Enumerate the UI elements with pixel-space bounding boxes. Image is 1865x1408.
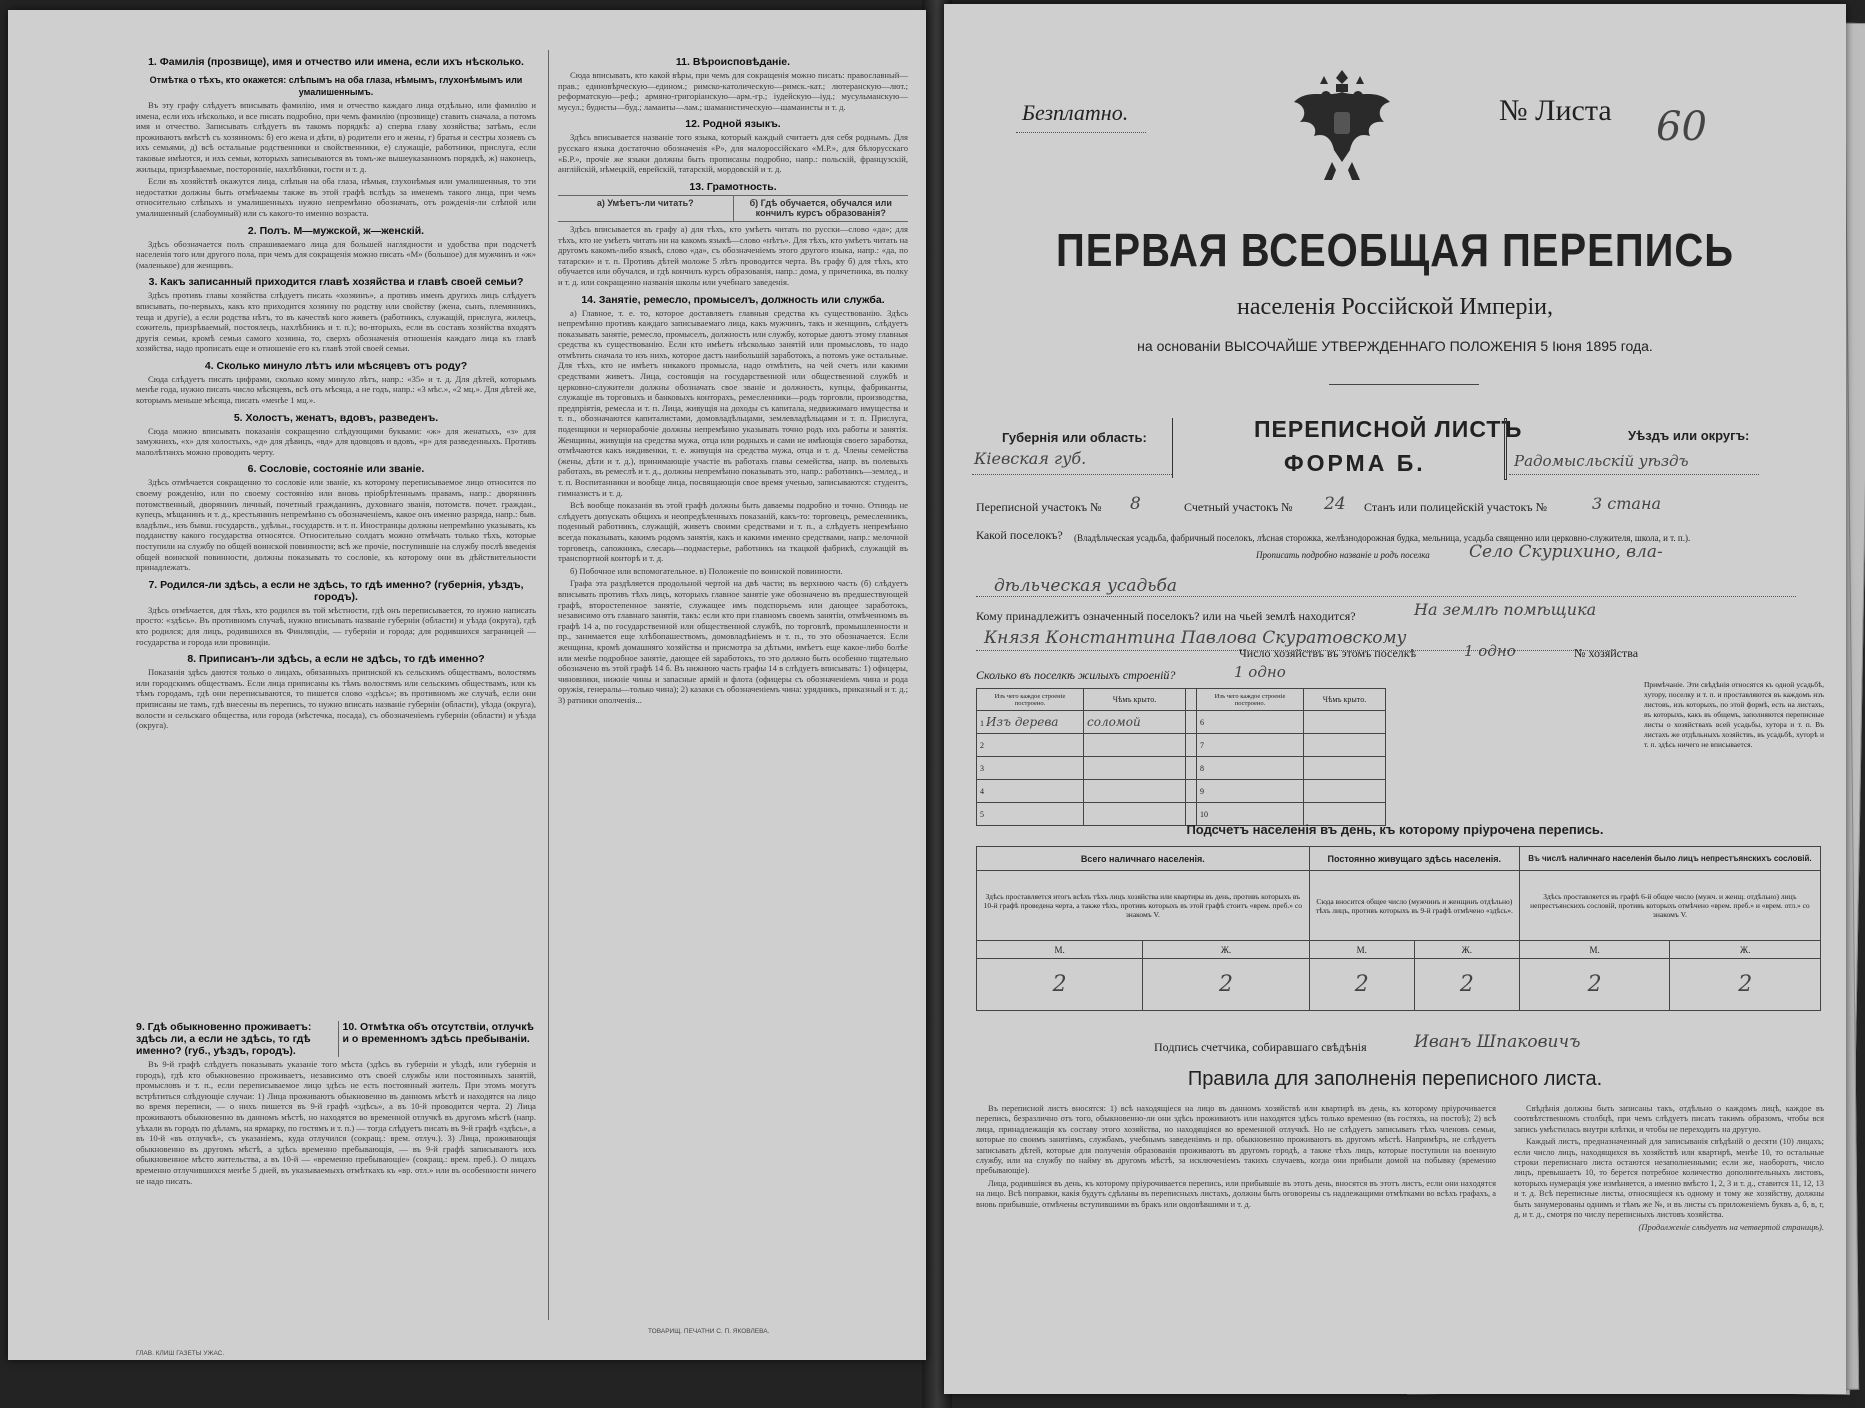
section-subheading: Отмѣтка о тѣхъ, кто окажется: слѣпымъ на оба глаза, нѣмымъ, глухонѣмымъ или умалишеннымъ. <box>149 75 523 97</box>
section-heading: 3. Какъ записанный приходится главѣ хозяйства и главѣ своей семьи? <box>148 276 524 289</box>
section-heading: 6. Сословіе, состояніе или званіе. <box>247 463 425 476</box>
gubernia-box <box>972 418 1173 478</box>
households-label: Число хозяйствъ въ этомъ поселкѣ <box>1239 646 1417 660</box>
buildings-label: Сколько въ поселкѣ жилыхъ строеній? <box>976 668 1176 682</box>
present-female-count: 2 <box>1143 959 1309 1011</box>
literacy-subheading-b: б) Гдѣ обучается, обучался или кончилъ курсъ образованія? <box>733 196 909 221</box>
rules-continued-note: (Продолженіе слѣдуетъ на четвертой страницѣ). <box>1638 1222 1824 1233</box>
left-footer-printer: ТОВАРИЩ. ПЕЧАТНИ С. П. ЯКОВЛЕВА. <box>648 1328 770 1335</box>
gubernia-value: Кіевская губ. <box>974 449 1087 468</box>
population-table: Всего наличнаго населенія. Постоянно живущаго здѣсь населенія. Въ числѣ наличнаго населенія было лицъ непрестъянскихъ сословій. Здѣсь проставляется итогъ всѣхъ тѣхъ лицъ хозяйства или квартиры въ день, противъ которыхъ въ 10-й графѣ проведена черта, а также тѣхъ, противъ которыхъ въ этой графѣ стоитъ «врем. преб.» со знакомъ V. Сюда вносится общее число (мужчинъ и женщинъ отдѣльно) тѣхъ лицъ, противъ которыхъ въ 9-й графѣ отмѣчено «здѣсь». Здѣсь проставляется въ графѣ 6-й общее число (мужч. и женщ. отдѣльно) лицъ непрестъянскихъ сословій, противъ которыхъ отмѣчено «врем. преб.» и «врем. отл.» со знакомъ V. М. Ж. М. Ж. М. Ж. 2 2 2 2 2 2 <box>976 846 1821 1011</box>
uezd-label: Уѣздъ или округъ: <box>1628 428 1750 443</box>
owner-value-2: Князя Константина Павлова Скуратовскому <box>984 628 1407 648</box>
col-roof: Чѣмъ крыто. <box>1304 689 1386 711</box>
section-heading: 5. Холостъ, женатъ, вдовъ, разведенъ. <box>233 411 439 424</box>
buildings-note: Примѣчаніе. Эти свѣдѣнія относятся къ одной усадьбѣ, хутору, поселку и т. п. и проставляются въ каждомъ изъ листовъ, изъ которыхъ, по этой формѣ, есть на листахъ, въ которыхъ, какъ въ общемъ, заполняются переписные листы о хозяйствахъ всей усадьбы, хутора и т. п. Въ листахъ же отдѣльныхъ хозяйствъ, въ усадьбѣ, хуторѣ и т. п. здѣсь ничего не вписывается. <box>1644 680 1824 749</box>
uezd-value: Радомысльскій уѣздъ <box>1514 452 1689 470</box>
section-heading: 13. Грамотность. <box>689 180 777 193</box>
rules-column-1: Въ переписной листъ вносятся: 1) всѣ находящіеся на лицо въ данномъ хозяйствѣ или квартирѣ въ день, къ которому пріурочивается перепись, безразлично отъ того, обыкновенно-ли они здѣсь проживаютъ или находятся здѣсь только временно (въ гостяхъ, на постоѣ); 2) всѣ лица, принадлежащія къ составу этого хозяйства, но находящіяся во временной отлучкѣ. Но не слѣдуетъ записывать тѣхъ членовъ семьи, которые по своимъ занятіямъ, службамъ, учебнымъ заведеніямъ и пр. обыкновенно проживаютъ въ другомъ мѣстѣ. Напримѣръ, не слѣдуетъ записывать дѣтей, которые для полученія образованія проживаютъ въ другомъ городѣ, а также тѣхъ лицъ, которые поступили на военную службу, или на службу по найму въ другомъ мѣстѣ, за исключеніемъ такихъ случаевъ, когда они прибыли домой на побывку (временно пребывающіе). Лица, родившіяся въ день, къ которому пріурочивается перепись, или прибывшіе въ этотъ день, вносятся въ этотъ листъ, если они находятся на лицо. Всѣ поправки, какія будутъ сдѣланы въ переписныхъ листахъ, должны быть оговорены съ надлежащими отмѣтками во всѣхъ графахъ, а вновь прибывшіе, отмѣчены вступившими въ бракъ или овдовѣвшими и т. д. <box>976 1104 1496 1209</box>
permanent-female-count: 2 <box>1414 959 1519 1011</box>
stan-label: Станъ или полицейскій участокъ № <box>1364 500 1548 514</box>
free-label: Безплатно. <box>1022 100 1129 125</box>
section-heading: 8. Приписанъ-ли здѣсь, а если не здѣсь, то гдѣ именно? <box>187 653 485 666</box>
count-label: Счетный участокъ № <box>1184 500 1293 514</box>
col-material: Изъ чего каждое строеніе построено. <box>977 689 1084 711</box>
section-heading: 11. Вѣроисповѣданіе. <box>675 56 791 68</box>
permanent-male-count: 2 <box>1309 959 1414 1011</box>
instructions-column-2: 11. Вѣроисповѣданіе. Сюда вписывать, кто какой вѣры, при чемъ для сокращенія можно писать: православный—прав.; единовѣрческую—едином.; римско-католическую—римск.-кат.; лютеранскую—лют.; реформатскую—реф.; армяно-григоріанскую—арм.-гр.; іудейскую—іуд.; мусульманскую—мусул.; будисты—буд.; ламаиты—лам.; шаманистическую—шаманисты и т. д. 12. Родной языкъ. Здѣсь вписывается названіе того языка, который каждый считаетъ для себя роднымъ. Для русскаго языка достаточно обозначенія «Р», для малороссійскаго «М.Р.», для бѣлорусскаго «Б.Р.», прочіе же языки должны быть прописаны подробно, напр.: польскій, французскій, англійскій, нѣмецкій, еврейскій, татарскій, мордовскій и т. д. 13. Грамотность. а) Умѣетъ-ли читать? б) Гдѣ обучается, обучался или кончилъ курсъ образованія? Здѣсь вписывается въ графу а) для тѣхъ, кто умѣетъ читать по русски—слово «да»; для тѣхъ, кто не умѣетъ читать ни на какомъ языкѣ—слово «нѣтъ». Для тѣхъ, кто умѣетъ читать на другомъ какомъ-либо языкѣ, слово «да», съ обозначеніемъ этого другого языка, напр.: «да, по татарски» и т. п. Противъ дѣтей моложе 5 лѣтъ проводится черта. Въ графу б) для тѣхъ, кто обучается или обучался, и гдѣ кончилъ курсъ образованія, напр.: дома, у причетника, въ полку и т. д. или сокращенно названія школы или учебнаго заведенія. 14. Занятіе, ремесло, промыселъ, должность или служба. а) Главное, т. е. то, которое доставляетъ главныя средства къ существованію. Здѣсь непремѣнно противъ каждаго записываемаго лица, какъ мужчинъ, такъ и женщинъ, слѣдуетъ показывать занятіе, ремесло, промыселъ, должность или службу, которые даютъ этому главныя средства къ существованію. Если кто имѣетъ нѣсколько занятій или промысловъ, то надо отмѣтить сначала то изъ нихъ, которое дастъ наибольшій заработокъ, а потомъ уже остальные. Для тѣхъ, кто не имѣетъ никакого промысла, надо отмѣтить, на чей счетъ или какими средствами живетъ. Лица, состоящія на государственной или общественной службѣ и церковно-служители должны обозначать свое званіе и должность, купцы, фабриканты, служащіе въ торговыхъ и банковыхъ конторахъ, ремесленники—родъ торговли, производства, предпріятія, ремесла и т. п. Лица, живущія на доходы съ капитала, недвижимаго имущества и т. п., обозначаются капиталистами, домовладѣльцами, землевладѣльцами и т. п. Прислуга, поденщики и чернорабочіе должны непремѣнно указывать точно родъ ихъ работы и занятія. Женщины, живущія на средства мужа, отца или родныхъ и сами не имѣющія своего заработка, отмѣчаются какъ иждивенки, т. е. живущія на средства мужа, отца и т. д. Члены семейства (жены, дѣти и т. д.), принимающіе участіе въ работахъ главы семейства, напр. въ полевыхъ работахъ, въ ремеслѣ и т. д., должны непремѣнно показывать это, напр.: работникъ—землед., и т. п. Воспитанники и вообще лица, посвящающія свое время ученью, записываются: студентъ, гимназистъ и т. д. Всѣ вообще показанія въ этой графѣ должны быть даваемы подробно и точно. Отнюдь не слѣдуетъ допускать общихъ и неопредѣленныхъ показаній, какъ-то: торговецъ, ремесленникъ, поденный работникъ, служащій, живетъ своими средствами и т. п., а слѣдуетъ непремѣнно всегда показывать, какимъ родомъ занятія, какъ и какими именно средствами, напр.: мелочной торговецъ, сапожникъ, слесарь—подмастерье, работникъ на ткацкой фабрикѣ, служащій въ транспортной конторѣ и т. д. б) Побочное или вспомогательное. в) Положеніе по воинской повинности. Графа эта раздѣляется продольной чертой на двѣ части; въ верхнюю часть (б) слѣдуетъ вписывать противъ тѣхъ лицъ, которыхъ главное занятіе уже обозначено въ предшествующей графѣ, второстепенное занятіе, служащее имъ подспорьемъ или дающее заработокъ, независимо отъ главнаго занятія, такъ: если кто при главномъ своемъ занятіи, отмѣченномъ въ графѣ 14 а, по государственной или общественной службѣ, по торговлѣ, промышленности и пр., занимается еще хлѣбопашествомъ, домовладѣніемъ и т. п., то это обозначается. Если женщина, кромѣ домашняго хозяйства и присмотра за дѣтьми, имѣетъ еще какое-либо болѣе или менѣе подробное занятіе, дающее ей заработокъ, то это должно быть особенно тщательно обозначено въ этой графѣ 14 б. Въ нижнюю часть графы 14 в слѣдуетъ вписывать: 1) офицеры, чиновники, нижніе чины и запасные армій и флота (офицеры съ обозначеніемъ чина и рода оружія, генералы—только чина); 2) казаки съ обозначеніемъ чина: урядникъ, приказный и т. д.; 3) ратники ополченія... <box>558 56 908 705</box>
section-heading: 14. Занятіе, ремесло, промыселъ, должность или служба. <box>581 293 885 306</box>
census-basis: на основаніи ВЫСОЧАЙШЕ УТВЕРЖДЕННАГО ПОЛОЖЕНІЯ 5 Іюня 1895 года. <box>1137 338 1653 354</box>
non-peasant-female-count: 2 <box>1670 959 1821 1011</box>
imperial-eagle-icon <box>1286 62 1398 187</box>
buildings-table: Изъ чего каждое строеніе построено. Чѣмъ крыто. Изъ чего каждое строеніе построено. Чѣмъ крыто. 1 Изъ дерева соломой 6 2 7 3 8 4 9 5 10 <box>976 688 1386 826</box>
section-heading: 12. Родной языкъ. <box>685 118 781 131</box>
rules-title: Правила для заполненія переписного листа. <box>1187 1068 1603 1090</box>
section-heading: 7. Родился-ли здѣсь, а если не здѣсь, то гдѣ именно? (губернія, уѣздъ, городъ). <box>148 578 524 603</box>
instructions-column-1: 1. Фамилія (прозвище), имя и отчество или имена, если ихъ нѣсколько. Отмѣтка о тѣхъ, кто окажется: слѣпымъ на оба глаза, нѣмымъ, глухонѣмымъ или умалишеннымъ. Въ эту графу слѣдуетъ вписывать фамилію, имя и отчество каждаго лица отдѣльно, или фамилію и имена, если ихъ нѣсколько, и все писать подробно, при чемъ фамилію (прозвище) ставить сначала, а потомъ имя и отчество. Записывать слѣдуетъ въ такомъ порядкѣ: а) сперва главу хозяйства; затѣмъ, если проживаютъ вмѣстѣ съ хозяиномъ: б) его жена и дѣти, в) родители его и жены, г) братья и сестры хозяевъ съ ихъ семьями, д) всѣ остальные родственники и свойственники, е) служащіе, работники, прислуга, если таковые имѣются, и ихъ семьи, которыхъ записываются въ томъ-же вышеуказанномъ порядкѣ, ж) наконецъ, жильцы, призрѣваемые, посторонніе, нахлѣбники, гости и т. д. Если въ хозяйствѣ окажутся лица, слѣпыя на оба глаза, нѣмыя, глухонѣмыя или умалишенныя, то эти недостатки должны быть отмѣчаемы также въ этой графѣ вслѣдъ за именемъ такого лица, при чемъ относительно слѣпыхъ и умалишенныхъ нужно непремѣнно обозначать, отъ рожденія-ли слѣпой или умалишенный (слабоумный) или съ какого-то именно возраста. 2. Полъ. М—мужской, ж—женскій. Здѣсь обозначается полъ спрашиваемаго лица для большей наглядности и удобства при подсчетѣ населенія того или другого пола, при чемъ для сокращенія можно писать «М» (большое) для мужчинъ и «ж» (маленькое) для женщинъ. 3. Какъ записанный приходится главѣ хозяйства и главѣ своей семьи? Здѣсь противъ главы хозяйства слѣдуетъ писать «хозяинъ», а противъ именъ другихъ лицъ слѣдуетъ вписывать, по-первыхъ, какъ кто приходится хозяину по родству или свойству (жена, сынъ, племянникъ, теща и другіе), а если родства нѣтъ, то въ качествѣ кого живетъ (работникъ, служащій, прислуга, жилецъ, сожитель, призрѣваемый, постоялецъ, нахлѣбникъ и т. п.); во-вторыхъ, если въ составъ хозяйства входятъ другія семьи, кромѣ семьи самого хозяина, то, сверхъ обозначенія отношенія каждаго лица къ главѣ хозяйства, надо прописать еще и отношеніе его къ главѣ этой своей семьи. 4. Сколько минуло лѣтъ или мѣсяцевъ отъ роду? Сюда слѣдуетъ писать цифрами, сколько кому минуло лѣтъ, напр.: «35» и т. д. Для дѣтей, которымъ менѣе года, нужно писать число мѣсяцевъ, всѣ отъ мѣсяца, а не годъ, напр.: «3 мѣс.», «2 мц.». Для дѣтей же, которымъ меньше мѣсяца, писать «менѣе 1 мц.». 5. Холостъ, женатъ, вдовъ, разведенъ. Сюда можно вписывать показанія сокращенно слѣдующими буквами: «ж» для женатыхъ, «з» для замужнихъ, «х» для холостыхъ, «д» для дѣвицъ, «вд» для вдовцовъ и вдовъ, «р» для разведенныхъ. Противъ малолѣтнихъ можно проводить черту. 6. Сословіе, состояніе или званіе. Здѣсь отмѣчается сокращенно то сословіе или званіе, къ которому переписываемое лицо относится по своему рожденію, или по своему состоянію или вновь пріобрѣтеннымъ правамъ, напр.: дворянинъ потомственный, дворянинъ личный, почетный гражданинъ, духовнаго званія, потомств. почет. граждан., купецъ, мѣщанинъ и т. д., крестьянинъ непремѣнно съ обозначеніемъ, какое онъ именно разряда, напр.: быв. владѣльч., изъ бывш. государств., удѣльн., государств. и т. п. Иностранцы должны непремѣнно указывать, къ подданству какого государства относятся. Относительно солдатъ можно отмѣчать только тѣхъ, которые поступили на службу по общей воинской повинности; всѣ же прочіе, поступившіе на службу послѣ введенія общей воинской повинности, должны показывать то сословіе, къ которому они въ дѣйствительности принадлежатъ. 7. Родился-ли здѣсь, а если не здѣсь, то гдѣ именно? (губернія, уѣздъ, городъ). Здѣсь отмѣчается, для тѣхъ, кто родился въ той мѣстности, гдѣ онъ переписывается, то нужно написать просто: «здѣсь». Въ противномъ случаѣ, нужно вписывать названіе губерніи (области) и уѣзда (округа), гдѣ кто родился; для лицъ, родившихся въ Финляндіи, — губерніи и города; для родившихся заграницей — государства и города или провинціи. 8. Приписанъ-ли здѣсь, а если не здѣсь, то гдѣ именно? Показанія здѣсь даются только о лицахъ, обязанныхъ припиской къ сельскимъ обществамъ, волостямъ или городскимъ обществамъ. Если лица приписаны къ тѣмъ волостямъ или сельскимъ обществамъ, или къ тѣмъ городамъ, гдѣ они переписываются, то пишется слово «здѣсь»; въ противномъ же случаѣ, если они приписаны не тамъ, гдѣ внесены въ перепись, то нужно вписать названіе губерніи (области), уѣзда (округа), волости и сельскаго общества, или города (мѣстечка, посада), съ обозначеніемъ губерніи (области) и уѣзда (округа). <box>136 56 536 731</box>
present-male-count: 2 <box>977 959 1143 1011</box>
population-count-header: Подсчетъ населенія въ день, къ которому пріурочена перепись. <box>1186 822 1604 837</box>
rules-column-2: Свѣдѣнія должны быть записаны такъ, отдѣльно о каждомъ лицѣ, каждое въ соотвѣтственномъ столбцѣ, при чемъ слѣдуетъ писать такимъ образомъ, чтобы вся запись умѣстилась внутри клѣтки, и чтобы не переходить на другую. Каждый листъ, предназначенный для записыванія свѣдѣній о десяти (10) лицахъ; если число лицъ, находящихся въ хозяйствѣ или квартирѣ, менѣе 10, то остальные строки переписнаго листа остаются незаполненными; если же, наоборотъ, число лицъ, превышаетъ 10, то берется потребное количество дополнительныхъ листовъ, которыхъ нумерація уже измѣняется, а именно вмѣсто 1, 2, 3 и т. д., ставится 11, 12, 13 и т. д. Всѣ переписные листы, относящіеся къ одному и тому же хозяйству, должны быть занумерованы однимъ и тѣмъ же №, и въ листы съ приложеніемъ буквъ а, б, в, г, д, и т. д., смотря по числу переписныхъ листовъ хозяйства. (Продолженіе слѣдуетъ на четвертой страницѣ). <box>1514 1104 1824 1233</box>
settlement-value: Село Скурихино, вла- <box>1469 542 1663 562</box>
col-present-population: Всего наличнаго населенія. <box>977 847 1310 871</box>
column-divider <box>548 50 549 1320</box>
gubernia-label: Губернія или область: <box>1002 430 1147 445</box>
stan-value: 3 стана <box>1592 494 1662 513</box>
census-subtitle: населенія Россійской Имперіи, <box>1237 294 1553 320</box>
left-page <box>8 10 926 1360</box>
right-page <box>944 4 1846 1394</box>
settlement-hint: (Владѣльческая усадьба, фабричный поселокъ, лѣсная сторожка, желѣзнодорожная будка, мельница, усадьба священно или церковно-служителя, школа, и т. п.). <box>1074 533 1691 543</box>
section-heading: 9. Гдѣ обыкновенно проживаетъ: здѣсь ли, а если не здѣсь, то гдѣ именно? (губ., уѣздъ, городъ). <box>136 1021 312 1057</box>
col-permanent-population: Постоянно живущаго здѣсь населенія. <box>1309 847 1519 871</box>
left-footer-imprint: ГЛАВ. КЛИШ ГАЗЕТЫ УЖАС. <box>136 1350 225 1357</box>
non-peasant-male-count: 2 <box>1519 959 1670 1011</box>
col-non-peasant-population: Въ числѣ наличнаго населенія было лицъ непрестъянскихъ сословій. <box>1519 847 1820 871</box>
form-title: ПЕРЕПИСНОЙ ЛИСТЪ <box>1254 416 1523 442</box>
settlement-label: Какой поселокъ? <box>976 528 1063 542</box>
buildings-value: 1 одно <box>1234 663 1286 681</box>
district-value: 8 <box>1130 494 1141 514</box>
form-subtitle: ФОРМА Б. <box>1284 450 1426 476</box>
building-1-material: Изъ дерева <box>986 715 1059 729</box>
signature-value: Иванъ Шпаковичъ <box>1414 1032 1581 1052</box>
census-title: ПЕРВАЯ ВСЕОБЩАЯ ПЕРЕПИСЬ <box>1056 225 1734 277</box>
count-value: 24 <box>1324 494 1346 514</box>
section-heading: 10. Отмѣтка объ отсутствіи, отлучкѣ и о временномъ здѣсь пребываніи. <box>338 1021 537 1057</box>
section-heading: 2. Полъ. М—мужской, ж—женскій. <box>247 224 425 237</box>
district-label: Переписной участокъ № <box>976 500 1102 514</box>
section-heading: 1. Фамилія (прозвище), имя и отчество или имена, если ихъ нѣсколько. <box>148 56 524 68</box>
owner-label: Кому принадлежитъ означенный поселокъ? или на чьей землѣ находится? <box>976 609 1356 623</box>
settlement-hint-2: Прописать подробно названіе и родъ поселка <box>1256 550 1430 560</box>
sheet-number-label: № Листа <box>1499 94 1612 127</box>
sheet-number-value: 60 <box>1656 104 1707 150</box>
col-material: Изъ чего каждое строеніе построено. <box>1197 689 1304 711</box>
household-number-label: № хозяйства <box>1574 646 1639 660</box>
col-roof: Чѣмъ крыто. <box>1084 689 1186 711</box>
signature-label: Подпись счетчика, собиравшаго свѣдѣнія <box>1154 1040 1367 1054</box>
section-heading: 4. Сколько минуло лѣтъ или мѣсяцевъ отъ роду? <box>204 359 468 372</box>
households-value: 1 одно <box>1464 642 1516 660</box>
owner-value: На землѣ помѣщика <box>1414 600 1597 619</box>
building-1-roof: соломой <box>1084 711 1186 734</box>
settlement-value-2: дѣльческая усадьба <box>994 576 1178 596</box>
instructions-column-1-bottom: 9. Гдѣ обыкновенно проживаетъ: здѣсь ли, а если не здѣсь, то гдѣ именно? (губ., уѣздъ, городъ). 10. Отмѣтка объ отсутствіи, отлучкѣ и о временномъ здѣсь пребываніи. Въ 9-й графѣ слѣдуетъ показывать указаніе того мѣста (здѣсь въ губерніи и уѣздѣ, или губернія и городъ), гдѣ кто обыкновенно проживаетъ, независимо отъ своей службы или постоянныхъ занятій, промысловъ и т. п., если переписываемое лицо здѣсь не есть постоянный житель. При этомъ могутъ встрѣтиться слѣдующіе случаи: 1) Лица проживаютъ обыкновенно въ данномъ мѣстѣ и находятся на лицо во время переписи, — о нихъ пишется въ 9-й графѣ «здѣсь», а въ 10-й проводится черта. 2) Лица проживаютъ обыкновенно въ данномъ мѣстѣ, но находятся во временной отлучкѣ въ другомъ мѣстѣ (напр. уѣхали въ городъ по дѣламъ, на ярмарку, по гостямъ и т. п.) — тогда слѣдуетъ писать въ 9-й графѣ «здѣсь», а въ 10-й «въ отлучкѣ», съ указаніемъ, куда отлучился (сокращ.: врем. отлуч.). 3) Лица, проживающія обыкновенно въ другомъ мѣстѣ, а здѣсь временно пребывающія, — въ 9-й графѣ записываютъ ихъ обыкновенное мѣсто жительства, а въ 10-й — «временно пребывающіе» (сокращ.: врем. преб.). О лицахъ временно отлучившихся менѣе 5 дней, въ указываемыхъ отмѣткахъ къ «вр. отл.» или въ особенности ничего не надо писать. <box>136 1021 536 1186</box>
literacy-subheading-a: а) Умѣетъ-ли читать? <box>596 197 694 208</box>
